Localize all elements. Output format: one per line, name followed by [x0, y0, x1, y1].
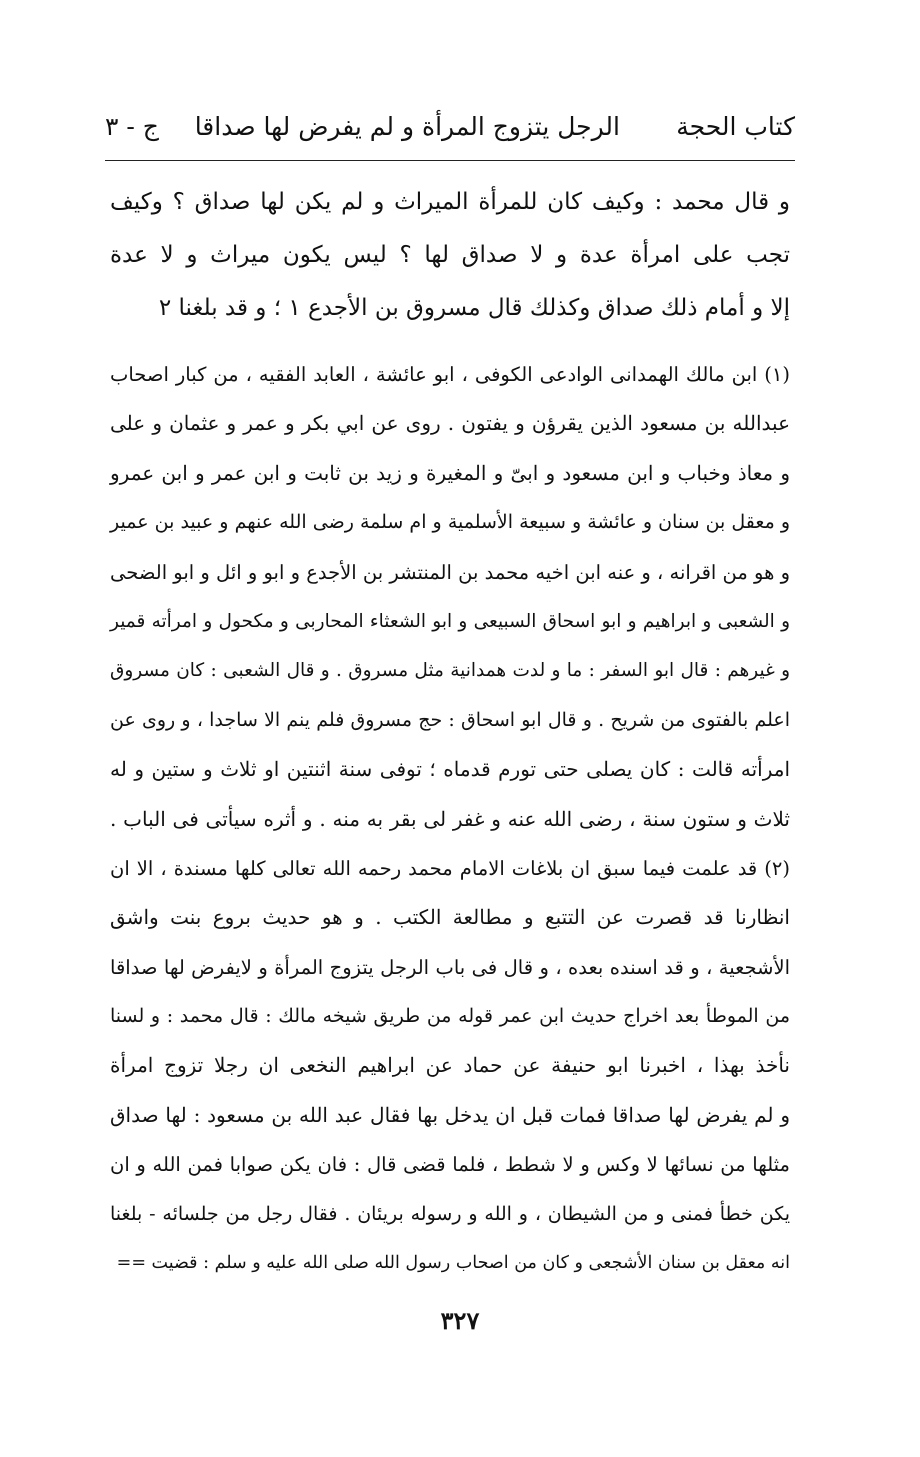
footnote-line: (١) ابن مالك الهمدانی الوادعی الکوفی ، ابو عائشة ، العابد الفقيه ، من کبار اصحاب — [110, 363, 790, 386]
header-rule — [105, 160, 795, 161]
footnote-line: الأشجعية ، و قد اسنده بعده ، و قال فی باب الرجل يتزوج المرأة و لايفرض لها صداقا — [110, 955, 790, 979]
book-title: كتاب الحجة — [676, 112, 795, 141]
footnote-line: عبدالله بن مسعود الذين يقرؤن و يفتون . روى عن ابي بكر و عمر و عثمان و علی — [110, 411, 790, 436]
footnote-line: ثلاث و ستون سنة ، رضی الله عنه و غفر لی بقر به منه . و أثره سيأتی فی الباب . — [110, 806, 790, 831]
text-line: إلا و أمام ذلك صداق وكذلك قال مسروق بن الأجدع ١ ؛ و قد بلغنا ٢ — [158, 295, 790, 321]
text-line: و قال محمد : وكيف كان للمرأة الميراث و لم يكن لها صداق ؟ وكيف — [110, 189, 790, 215]
footnote-line: و معقل بن سنان و عائشة و سبيعة الأسلمية و ام سلمة رضی الله عنهم و عبيد بن عمير — [110, 511, 790, 534]
footnote-line: امرأته قالت : كان يصلی حتی تورم قدماه ؛ توفی سنة اثنتين او ثلاث و ستين و له — [110, 757, 791, 782]
volume-number: ج - ٣ — [105, 112, 159, 141]
footnote-line: و هو من اقرانه ، و عنه ابن اخيه محمد بن المنتشر بن الأجدع و ابو و ائل و ابو الضحى — [110, 560, 790, 584]
footnote-line: و لم يفرض لها صداقا فمات قبل ان يدخل بها فقال عبد الله بن مسعود : لها صداق — [110, 1102, 790, 1127]
footnote-line: (٢) قد علمت فيما سبق ان بلاغات الامام محمد رحمه الله تعالی كلها مسندة ، الا ان — [110, 856, 790, 880]
footnote-line: مثلها من نسائها لا وكس و لا شطط ، فلما قضی قال : فان يكن صوابا فمن الله و ان — [110, 1153, 790, 1177]
chapter-title: الرجل يتزوج المرأة و لم يفرض لها صداقا — [194, 112, 620, 141]
text-line: تجب علی امرأة عدة و لا صداق لها ؟ ليس يكون ميراث و لا عدة — [110, 242, 790, 268]
footnote-line: انظارنا قد قصرت عن التتبع و مطالعة الكتب . و هو حديث بروع بنت واشق — [110, 905, 790, 930]
footnote-line: يكن خطأ فمنی و من الشيطان ، و الله و رسوله بريئان . فقال رجل من جلسائه - بلغنا — [110, 1202, 790, 1225]
footnote-line: من الموطأ بعد اخراج حديث ابن عمر قوله من طريق شيخه مالك : قال محمد : و لسنا — [110, 1005, 790, 1028]
running-header — [105, 108, 795, 156]
main-text — [110, 176, 790, 335]
footnote-line: اعلم بالفتوی من شريح . و قال ابو اسحاق : حج مسروق فلم ينم الا ساجدا ، و روی عن — [110, 708, 790, 731]
footnote-line: و غيرهم : قال ابو السفر : ما و لدت همدانية مثل مسروق . و قال الشعبی : كان مسروق — [110, 660, 790, 682]
footnote-line: نأخذ بهذا ، اخبرنا ابو حنيفة عن حماد عن ابراهيم النخعی ان رجلا تزوج امرأة — [110, 1053, 790, 1078]
footnotes — [110, 350, 790, 1288]
footnote-line: و معاذ وخباب و ابن مسعود و ابیّ و المغيرة و زيد بن ثابت و ابن عمر و ابن عمرو — [110, 460, 790, 485]
page-number: ٣٢٧ — [440, 1306, 480, 1335]
footnote-line: و الشعبی و ابراهيم و ابو اسحاق السبيعی و ابو الشعثاء المحاربی و مكحول و امرأته قمير — [110, 610, 790, 632]
footnote-line: انه معقل بن سنان الأشجعی و كان من اصحاب رسول الله صلی الله عليه و سلم : قضيت == — [116, 1253, 790, 1274]
